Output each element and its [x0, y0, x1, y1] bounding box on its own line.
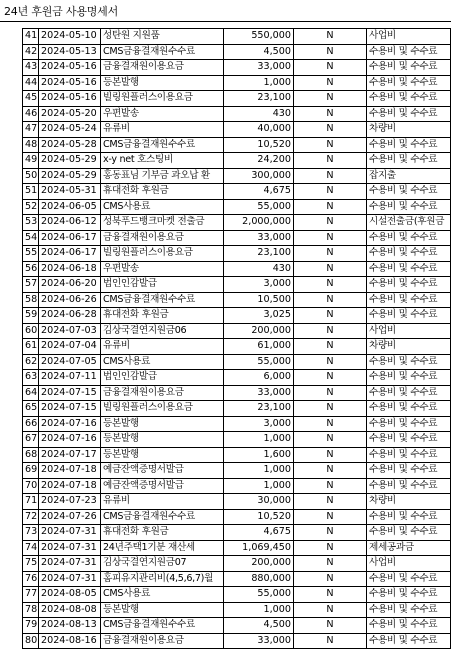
expense-table-body [23, 29, 451, 649]
category-cell[interactable]: 제세공과금 [367, 540, 451, 556]
amount-cell[interactable]: 1,069,450 [224, 540, 294, 556]
amount-cell[interactable]: 300,000 [224, 168, 294, 184]
description-cell[interactable]: 등본발행 [101, 75, 224, 91]
amount-cell[interactable]: 10,520 [224, 137, 294, 153]
row-number[interactable]: 65 [23, 401, 39, 417]
category-cell[interactable]: 수용비 및 수수료 [367, 447, 451, 463]
date-cell[interactable]: 2024-08-08 [39, 602, 101, 618]
date-cell[interactable]: 2024-07-31 [39, 540, 101, 556]
table-row[interactable] [23, 416, 451, 432]
date-cell[interactable]: 2024-06-05 [39, 199, 101, 215]
amount-cell[interactable]: 1,600 [224, 447, 294, 463]
flag-cell[interactable]: N [294, 199, 367, 215]
row-number[interactable]: 73 [23, 525, 39, 541]
table-row[interactable] [23, 277, 451, 293]
description-cell[interactable]: 24년주택1기분 재산세 [101, 540, 224, 556]
description-cell[interactable]: 유류비 [101, 339, 224, 355]
document-title: 24년 후원금 사용명세서 [4, 5, 119, 18]
description-cell[interactable]: 우편발송 [101, 261, 224, 277]
table-row[interactable] [23, 401, 451, 417]
description-cell[interactable]: 금융결재원이용요금 [101, 230, 224, 246]
flag-cell[interactable]: N [294, 556, 367, 572]
amount-cell[interactable]: 4,500 [224, 44, 294, 60]
row-number[interactable]: 59 [23, 308, 39, 324]
row-number[interactable]: 69 [23, 463, 39, 479]
flag-cell[interactable]: N [294, 463, 367, 479]
amount-cell[interactable]: 200,000 [224, 556, 294, 572]
flag-cell[interactable]: N [294, 401, 367, 417]
category-cell[interactable]: 수용비 및 수수료 [367, 44, 451, 60]
row-number[interactable]: 55 [23, 246, 39, 262]
table-row[interactable] [23, 370, 451, 386]
flag-cell[interactable]: N [294, 370, 367, 386]
category-cell[interactable]: 사업비 [367, 29, 451, 45]
table-row[interactable] [23, 540, 451, 556]
date-cell[interactable]: 2024-05-16 [39, 75, 101, 91]
description-cell[interactable]: 금융결재원이용요금 [101, 633, 224, 649]
flag-cell[interactable]: N [294, 602, 367, 618]
category-cell[interactable]: 수용비 및 수수료 [367, 587, 451, 603]
flag-cell[interactable]: N [294, 60, 367, 76]
description-cell[interactable]: CMS금융결재원수수료 [101, 137, 224, 153]
description-cell[interactable]: 성북푸드뱅크마켓 전출금 [101, 215, 224, 231]
description-cell[interactable]: 등본발행 [101, 447, 224, 463]
table-row[interactable] [23, 494, 451, 510]
amount-cell[interactable]: 4,500 [224, 618, 294, 634]
category-cell[interactable]: 수용비 및 수수료 [367, 261, 451, 277]
flag-cell[interactable]: N [294, 525, 367, 541]
date-cell[interactable]: 2024-06-26 [39, 292, 101, 308]
row-number[interactable]: 46 [23, 106, 39, 122]
date-cell[interactable]: 2024-07-23 [39, 494, 101, 510]
row-number[interactable]: 64 [23, 385, 39, 401]
amount-cell[interactable]: 61,000 [224, 339, 294, 355]
flag-cell[interactable]: N [294, 571, 367, 587]
table-row[interactable] [23, 633, 451, 649]
table-row[interactable] [23, 199, 451, 215]
amount-cell[interactable]: 6,000 [224, 370, 294, 386]
amount-cell[interactable]: 1,000 [224, 75, 294, 91]
flag-cell[interactable]: N [294, 416, 367, 432]
category-cell[interactable]: 수용비 및 수수료 [367, 137, 451, 153]
flag-cell[interactable]: N [294, 168, 367, 184]
row-number[interactable]: 60 [23, 323, 39, 339]
date-cell[interactable]: 2024-06-17 [39, 246, 101, 262]
flag-cell[interactable]: N [294, 215, 367, 231]
category-cell[interactable]: 수용비 및 수수료 [367, 385, 451, 401]
category-cell[interactable]: 수용비 및 수수료 [367, 633, 451, 649]
category-cell[interactable]: 수용비 및 수수료 [367, 401, 451, 417]
table-row[interactable] [23, 478, 451, 494]
category-cell[interactable]: 수용비 및 수수료 [367, 463, 451, 479]
date-cell[interactable]: 2024-07-31 [39, 556, 101, 572]
category-cell[interactable]: 수용비 및 수수료 [367, 478, 451, 494]
row-number[interactable]: 74 [23, 540, 39, 556]
category-cell[interactable]: 수용비 및 수수료 [367, 199, 451, 215]
row-number[interactable]: 71 [23, 494, 39, 510]
description-cell[interactable]: CMS금융결재원수수료 [101, 618, 224, 634]
amount-cell[interactable]: 4,675 [224, 184, 294, 200]
amount-cell[interactable]: 1,000 [224, 478, 294, 494]
table-row[interactable] [23, 246, 451, 262]
category-cell[interactable]: 수용비 및 수수료 [367, 571, 451, 587]
row-number[interactable]: 45 [23, 91, 39, 107]
amount-cell[interactable]: 55,000 [224, 199, 294, 215]
amount-cell[interactable]: 55,000 [224, 354, 294, 370]
amount-cell[interactable]: 1,000 [224, 432, 294, 448]
flag-cell[interactable]: N [294, 323, 367, 339]
category-cell[interactable]: 수용비 및 수수료 [367, 292, 451, 308]
amount-cell[interactable]: 1,000 [224, 463, 294, 479]
table-row[interactable] [23, 509, 451, 525]
category-cell[interactable]: 차량비 [367, 339, 451, 355]
flag-cell[interactable]: N [294, 137, 367, 153]
description-cell[interactable]: 우편발송 [101, 106, 224, 122]
table-row[interactable] [23, 339, 451, 355]
flag-cell[interactable]: N [294, 478, 367, 494]
amount-cell[interactable]: 880,000 [224, 571, 294, 587]
flag-cell[interactable]: N [294, 91, 367, 107]
row-number[interactable]: 51 [23, 184, 39, 200]
date-cell[interactable]: 2024-05-29 [39, 168, 101, 184]
flag-cell[interactable]: N [294, 122, 367, 138]
expense-table [22, 28, 451, 649]
row-number[interactable]: 41 [23, 29, 39, 45]
description-cell[interactable]: CMS금융결재원수수료 [101, 44, 224, 60]
flag-cell[interactable]: N [294, 246, 367, 262]
amount-cell[interactable]: 23,100 [224, 246, 294, 262]
amount-cell[interactable]: 2,000,000 [224, 215, 294, 231]
table-row[interactable] [23, 75, 451, 91]
description-cell[interactable]: 김상국결연지원금07 [101, 556, 224, 572]
table-row[interactable] [23, 447, 451, 463]
category-cell[interactable]: 수용비 및 수수료 [367, 525, 451, 541]
category-cell[interactable]: 시설전출금(후원금 [367, 215, 451, 231]
description-cell[interactable]: 유류비 [101, 494, 224, 510]
description-cell[interactable]: 예금잔액증명서발급 [101, 463, 224, 479]
date-cell[interactable]: 2024-08-13 [39, 618, 101, 634]
table-row[interactable] [23, 385, 451, 401]
flag-cell[interactable]: N [294, 184, 367, 200]
amount-cell[interactable]: 33,000 [224, 385, 294, 401]
table-row[interactable] [23, 463, 451, 479]
row-number[interactable]: 43 [23, 60, 39, 76]
category-cell[interactable]: 수용비 및 수수료 [367, 509, 451, 525]
description-cell[interactable]: 등본발행 [101, 602, 224, 618]
row-number[interactable]: 66 [23, 416, 39, 432]
date-cell[interactable]: 2024-05-20 [39, 106, 101, 122]
category-cell[interactable]: 잡지출 [367, 168, 451, 184]
date-cell[interactable]: 2024-05-29 [39, 153, 101, 169]
row-number[interactable]: 72 [23, 509, 39, 525]
description-cell[interactable]: 등본발행 [101, 416, 224, 432]
amount-cell[interactable]: 30,000 [224, 494, 294, 510]
table-row[interactable] [23, 44, 451, 60]
amount-cell[interactable]: 430 [224, 261, 294, 277]
row-number[interactable]: 57 [23, 277, 39, 293]
date-cell[interactable]: 2024-07-15 [39, 385, 101, 401]
date-cell[interactable]: 2024-07-15 [39, 401, 101, 417]
table-row[interactable] [23, 587, 451, 603]
table-row[interactable] [23, 153, 451, 169]
date-cell[interactable]: 2024-07-03 [39, 323, 101, 339]
description-cell[interactable]: 김상국결연지원금06 [101, 323, 224, 339]
description-cell[interactable]: CMS사용료 [101, 587, 224, 603]
date-cell[interactable]: 2024-07-17 [39, 447, 101, 463]
amount-cell[interactable]: 3,025 [224, 308, 294, 324]
table-row[interactable] [23, 91, 451, 107]
category-cell[interactable]: 수용비 및 수수료 [367, 91, 451, 107]
table-row[interactable] [23, 354, 451, 370]
description-cell[interactable]: 빌링원플러스이용요금 [101, 246, 224, 262]
date-cell[interactable]: 2024-07-31 [39, 571, 101, 587]
description-cell[interactable]: 빌링원플러스이용요금 [101, 401, 224, 417]
date-cell[interactable]: 2024-06-20 [39, 277, 101, 293]
document-title-bar [0, 0, 451, 22]
table-row[interactable] [23, 292, 451, 308]
category-cell[interactable]: 수용비 및 수수료 [367, 230, 451, 246]
table-row[interactable] [23, 602, 451, 618]
description-cell[interactable]: 유류비 [101, 122, 224, 138]
date-cell[interactable]: 2024-05-28 [39, 137, 101, 153]
description-cell[interactable]: 등본발행 [101, 432, 224, 448]
amount-cell[interactable]: 33,000 [224, 60, 294, 76]
date-cell[interactable]: 2024-06-18 [39, 261, 101, 277]
amount-cell[interactable]: 3,000 [224, 277, 294, 293]
flag-cell[interactable]: N [294, 385, 367, 401]
category-cell[interactable]: 수용비 및 수수료 [367, 432, 451, 448]
row-number[interactable]: 75 [23, 556, 39, 572]
flag-cell[interactable]: N [294, 540, 367, 556]
row-number[interactable]: 70 [23, 478, 39, 494]
date-cell[interactable]: 2024-06-12 [39, 215, 101, 231]
category-cell[interactable]: 차량비 [367, 494, 451, 510]
table-row[interactable] [23, 106, 451, 122]
description-cell[interactable]: CMS금융결재원수수료 [101, 509, 224, 525]
flag-cell[interactable]: N [294, 75, 367, 91]
date-cell[interactable]: 2024-06-28 [39, 308, 101, 324]
date-cell[interactable]: 2024-07-04 [39, 339, 101, 355]
date-cell[interactable]: 2024-07-26 [39, 509, 101, 525]
description-cell[interactable]: 빌링원플러스이용요금 [101, 91, 224, 107]
date-cell[interactable]: 2024-05-10 [39, 29, 101, 45]
flag-cell[interactable]: N [294, 261, 367, 277]
flag-cell[interactable]: N [294, 618, 367, 634]
date-cell[interactable]: 2024-07-18 [39, 463, 101, 479]
row-number[interactable]: 42 [23, 44, 39, 60]
category-cell[interactable]: 수용비 및 수수료 [367, 184, 451, 200]
description-cell[interactable]: x-y net 호스팅비 [101, 153, 224, 169]
description-cell[interactable]: CMS사용료 [101, 199, 224, 215]
flag-cell[interactable]: N [294, 277, 367, 293]
row-number[interactable]: 58 [23, 292, 39, 308]
table-row[interactable] [23, 261, 451, 277]
flag-cell[interactable]: N [294, 308, 367, 324]
row-number[interactable]: 52 [23, 199, 39, 215]
table-row[interactable] [23, 308, 451, 324]
table-row[interactable] [23, 122, 451, 138]
date-cell[interactable]: 2024-08-16 [39, 633, 101, 649]
description-cell[interactable]: 금융결재원이용요금 [101, 60, 224, 76]
row-number[interactable]: 80 [23, 633, 39, 649]
category-cell[interactable]: 사업비 [367, 556, 451, 572]
amount-cell[interactable]: 33,000 [224, 230, 294, 246]
date-cell[interactable]: 2024-07-05 [39, 354, 101, 370]
row-number[interactable]: 53 [23, 215, 39, 231]
amount-cell[interactable]: 3,000 [224, 416, 294, 432]
row-number[interactable]: 50 [23, 168, 39, 184]
table-row[interactable] [23, 230, 451, 246]
description-cell[interactable]: CMS사용료 [101, 354, 224, 370]
category-cell[interactable]: 수용비 및 수수료 [367, 277, 451, 293]
amount-cell[interactable]: 4,675 [224, 525, 294, 541]
table-row[interactable] [23, 432, 451, 448]
date-cell[interactable]: 2024-05-24 [39, 122, 101, 138]
date-cell[interactable]: 2024-07-31 [39, 525, 101, 541]
flag-cell[interactable]: N [294, 432, 367, 448]
flag-cell[interactable]: N [294, 633, 367, 649]
description-cell[interactable]: 성탄원 지원품 [101, 29, 224, 45]
category-cell[interactable]: 수용비 및 수수료 [367, 602, 451, 618]
description-cell[interactable]: 법인인감발급 [101, 370, 224, 386]
table-row[interactable] [23, 556, 451, 572]
row-number[interactable]: 56 [23, 261, 39, 277]
date-cell[interactable]: 2024-08-05 [39, 587, 101, 603]
date-cell[interactable]: 2024-07-18 [39, 478, 101, 494]
row-number[interactable]: 47 [23, 122, 39, 138]
category-cell[interactable]: 수용비 및 수수료 [367, 370, 451, 386]
table-row[interactable] [23, 29, 451, 45]
flag-cell[interactable]: N [294, 494, 367, 510]
amount-cell[interactable]: 40,000 [224, 122, 294, 138]
flag-cell[interactable]: N [294, 587, 367, 603]
category-cell[interactable]: 수용비 및 수수료 [367, 416, 451, 432]
amount-cell[interactable]: 550,000 [224, 29, 294, 45]
category-cell[interactable]: 차량비 [367, 122, 451, 138]
description-cell[interactable]: 예금잔액증명서발급 [101, 478, 224, 494]
table-row[interactable] [23, 215, 451, 231]
category-cell[interactable]: 수용비 및 수수료 [367, 106, 451, 122]
category-cell[interactable]: 수용비 및 수수료 [367, 354, 451, 370]
amount-cell[interactable]: 55,000 [224, 587, 294, 603]
row-number[interactable]: 62 [23, 354, 39, 370]
description-cell[interactable]: CMS금융결재원수수료 [101, 292, 224, 308]
description-cell[interactable]: 홍동표님 기부금 과오납 환 [101, 168, 224, 184]
category-cell[interactable]: 수용비 및 수수료 [367, 246, 451, 262]
date-cell[interactable]: 2024-07-11 [39, 370, 101, 386]
row-number[interactable]: 54 [23, 230, 39, 246]
amount-cell[interactable]: 10,520 [224, 509, 294, 525]
row-number[interactable]: 79 [23, 618, 39, 634]
flag-cell[interactable]: N [294, 230, 367, 246]
amount-cell[interactable]: 1,000 [224, 602, 294, 618]
description-cell[interactable]: 휴대전화 후원금 [101, 184, 224, 200]
date-cell[interactable]: 2024-05-16 [39, 91, 101, 107]
row-number[interactable]: 67 [23, 432, 39, 448]
amount-cell[interactable]: 24,200 [224, 153, 294, 169]
table-row[interactable] [23, 618, 451, 634]
table-row[interactable] [23, 60, 451, 76]
description-cell[interactable]: 홈피유지관리비(4,5,6,7)월 [101, 571, 224, 587]
description-cell[interactable]: 금융결재원이용요금 [101, 385, 224, 401]
category-cell[interactable]: 수용비 및 수수료 [367, 618, 451, 634]
flag-cell[interactable]: N [294, 339, 367, 355]
table-row[interactable] [23, 168, 451, 184]
description-cell[interactable]: 휴대전화 후원금 [101, 525, 224, 541]
table-row[interactable] [23, 323, 451, 339]
amount-cell[interactable]: 10,500 [224, 292, 294, 308]
description-cell[interactable]: 법인인감발급 [101, 277, 224, 293]
date-cell[interactable]: 2024-05-13 [39, 44, 101, 60]
flag-cell[interactable]: N [294, 292, 367, 308]
row-number[interactable]: 48 [23, 137, 39, 153]
flag-cell[interactable]: N [294, 106, 367, 122]
row-number[interactable]: 68 [23, 447, 39, 463]
category-cell[interactable]: 수용비 및 수수료 [367, 153, 451, 169]
table-row[interactable] [23, 184, 451, 200]
flag-cell[interactable]: N [294, 153, 367, 169]
category-cell[interactable]: 수용비 및 수수료 [367, 308, 451, 324]
date-cell[interactable]: 2024-05-16 [39, 60, 101, 76]
table-row[interactable] [23, 525, 451, 541]
amount-cell[interactable]: 23,100 [224, 91, 294, 107]
row-number[interactable]: 78 [23, 602, 39, 618]
category-cell[interactable]: 수용비 및 수수료 [367, 60, 451, 76]
amount-cell[interactable]: 33,000 [224, 633, 294, 649]
row-number[interactable]: 77 [23, 587, 39, 603]
category-cell[interactable]: 수용비 및 수수료 [367, 75, 451, 91]
date-cell[interactable]: 2024-05-31 [39, 184, 101, 200]
row-number[interactable]: 63 [23, 370, 39, 386]
table-row[interactable] [23, 137, 451, 153]
amount-cell[interactable]: 200,000 [224, 323, 294, 339]
amount-cell[interactable]: 23,100 [224, 401, 294, 417]
category-cell[interactable]: 사업비 [367, 323, 451, 339]
description-cell[interactable]: 휴대전화 후원금 [101, 308, 224, 324]
row-number[interactable]: 49 [23, 153, 39, 169]
date-cell[interactable]: 2024-06-17 [39, 230, 101, 246]
flag-cell[interactable]: N [294, 447, 367, 463]
date-cell[interactable]: 2024-07-16 [39, 432, 101, 448]
flag-cell[interactable]: N [294, 29, 367, 45]
table-row[interactable] [23, 571, 451, 587]
row-number[interactable]: 44 [23, 75, 39, 91]
date-cell[interactable]: 2024-07-16 [39, 416, 101, 432]
flag-cell[interactable]: N [294, 509, 367, 525]
flag-cell[interactable]: N [294, 44, 367, 60]
flag-cell[interactable]: N [294, 354, 367, 370]
row-number[interactable]: 76 [23, 571, 39, 587]
row-number[interactable]: 61 [23, 339, 39, 355]
amount-cell[interactable]: 430 [224, 106, 294, 122]
